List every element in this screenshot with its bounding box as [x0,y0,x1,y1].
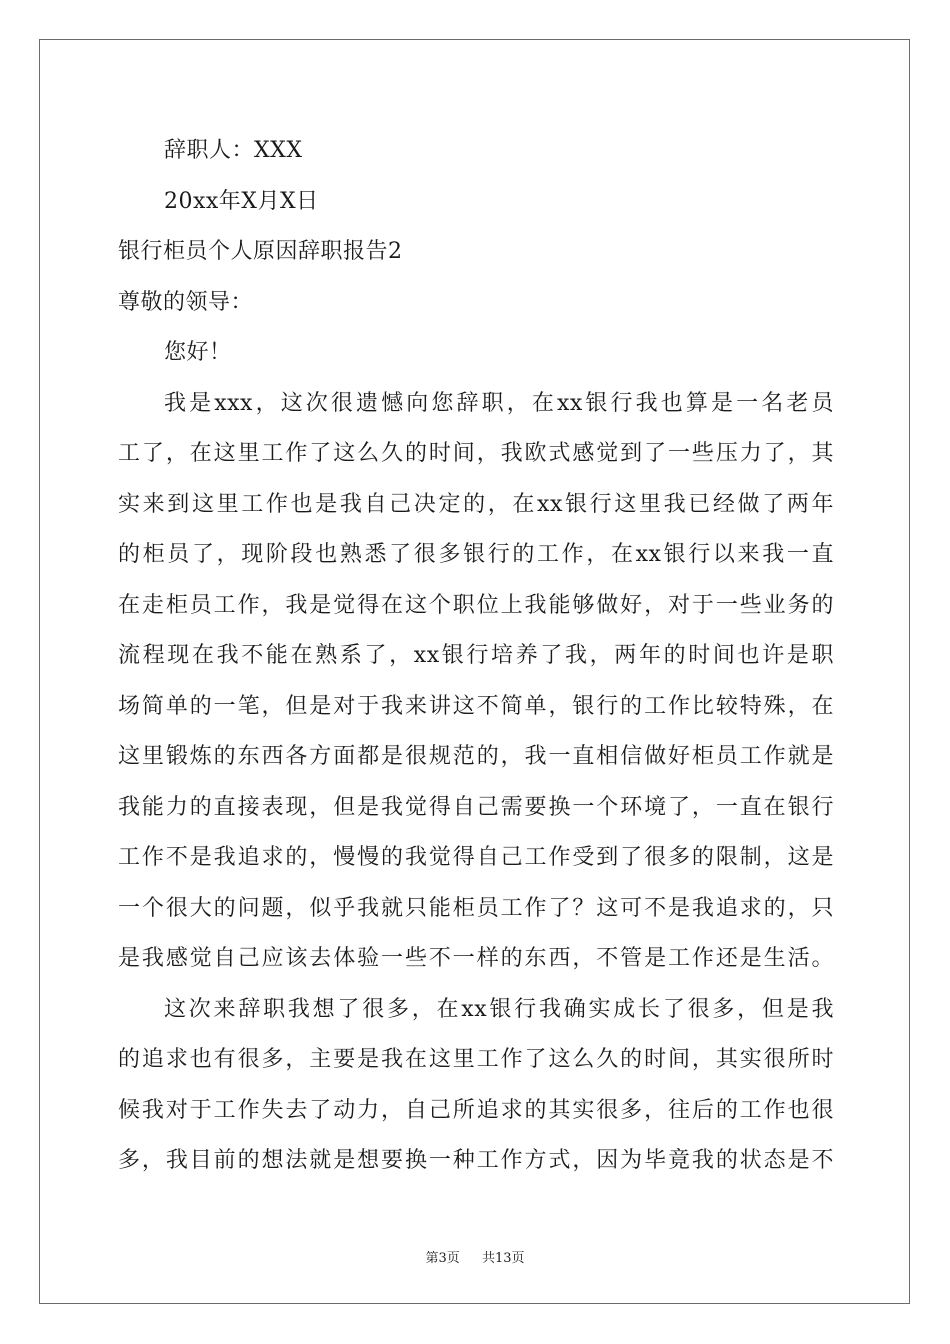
paragraph-line: 一个很大的问题，似乎我就只能柜员工作了？这可不是我追求的，只 [118,895,834,921]
paragraph-line: 的柜员了，现阶段也熟悉了很多银行的工作，在xx银行以来我一直 [118,542,834,567]
paragraph-line: 在走柜员工作，我是觉得在这个职位上我能够做好，对于一些业务的 [118,592,834,618]
paragraph-line: 候我对于工作失去了动力，自己所追求的其实很多，往后的工作也很 [118,1097,834,1123]
paragraph-line: 的追求也有很多，主要是我在这里工作了这么久的时间，其实很所时 [118,1047,834,1072]
paragraph-line: 这里锻炼的东西各方面都是很规范的，我一直相信做好柜员工作就是 [118,744,834,769]
greeting: 您好！ [164,340,232,365]
paragraph-line: 我是xxx，这次很遗憾向您辞职，在xx银行我也算是一名老员 [164,390,834,416]
paragraph-2 [118,985,838,1187]
paragraph-line: 工作不是我追求的，慢慢的我觉得自己工作受到了很多的限制，这是 [118,845,834,870]
page-total: 共13页 [482,1251,525,1266]
paragraph-line: 这次来辞职我想了很多，在xx银行我确实成长了很多，但是我 [164,996,834,1022]
paragraph-line: 是我感觉自己应该去体验一些不一样的东西，不管是工作还是生活。 [118,946,834,971]
resigner-line: 辞职人：XXX [164,138,303,163]
paragraph-line: 场简单的一笔，但是对于我来讲这不简单，银行的工作比较特殊，在 [118,693,834,719]
paragraph-line: 实来到这里工作也是我自己决定的，在xx银行这里我已经做了两年 [118,491,834,517]
report-title: 银行柜员个人原因辞职报告2 [118,239,403,264]
paragraph-line: 工了，在这里工作了这么久的时间，我欧式感觉到了一些压力了，其 [118,441,834,466]
document-body [118,126,838,1187]
page-number: 第3页 [425,1251,460,1266]
paragraph-1 [118,379,838,985]
paragraph-line: 多，我目前的想法就是想要换一种工作方式，因为毕竟我的状态是不 [118,1148,834,1173]
paragraph-line: 我能力的直接表现，但是我觉得自己需要换一个环境了，一直在银行 [118,794,834,820]
paragraph-line: 流程现在我不能在熟系了，xx银行培养了我，两年的时间也许是职 [118,643,834,668]
salutation: 尊敬的领导： [118,289,254,315]
page-footer [0,1247,950,1266]
date-line: 20xx年X月X日 [164,188,319,214]
